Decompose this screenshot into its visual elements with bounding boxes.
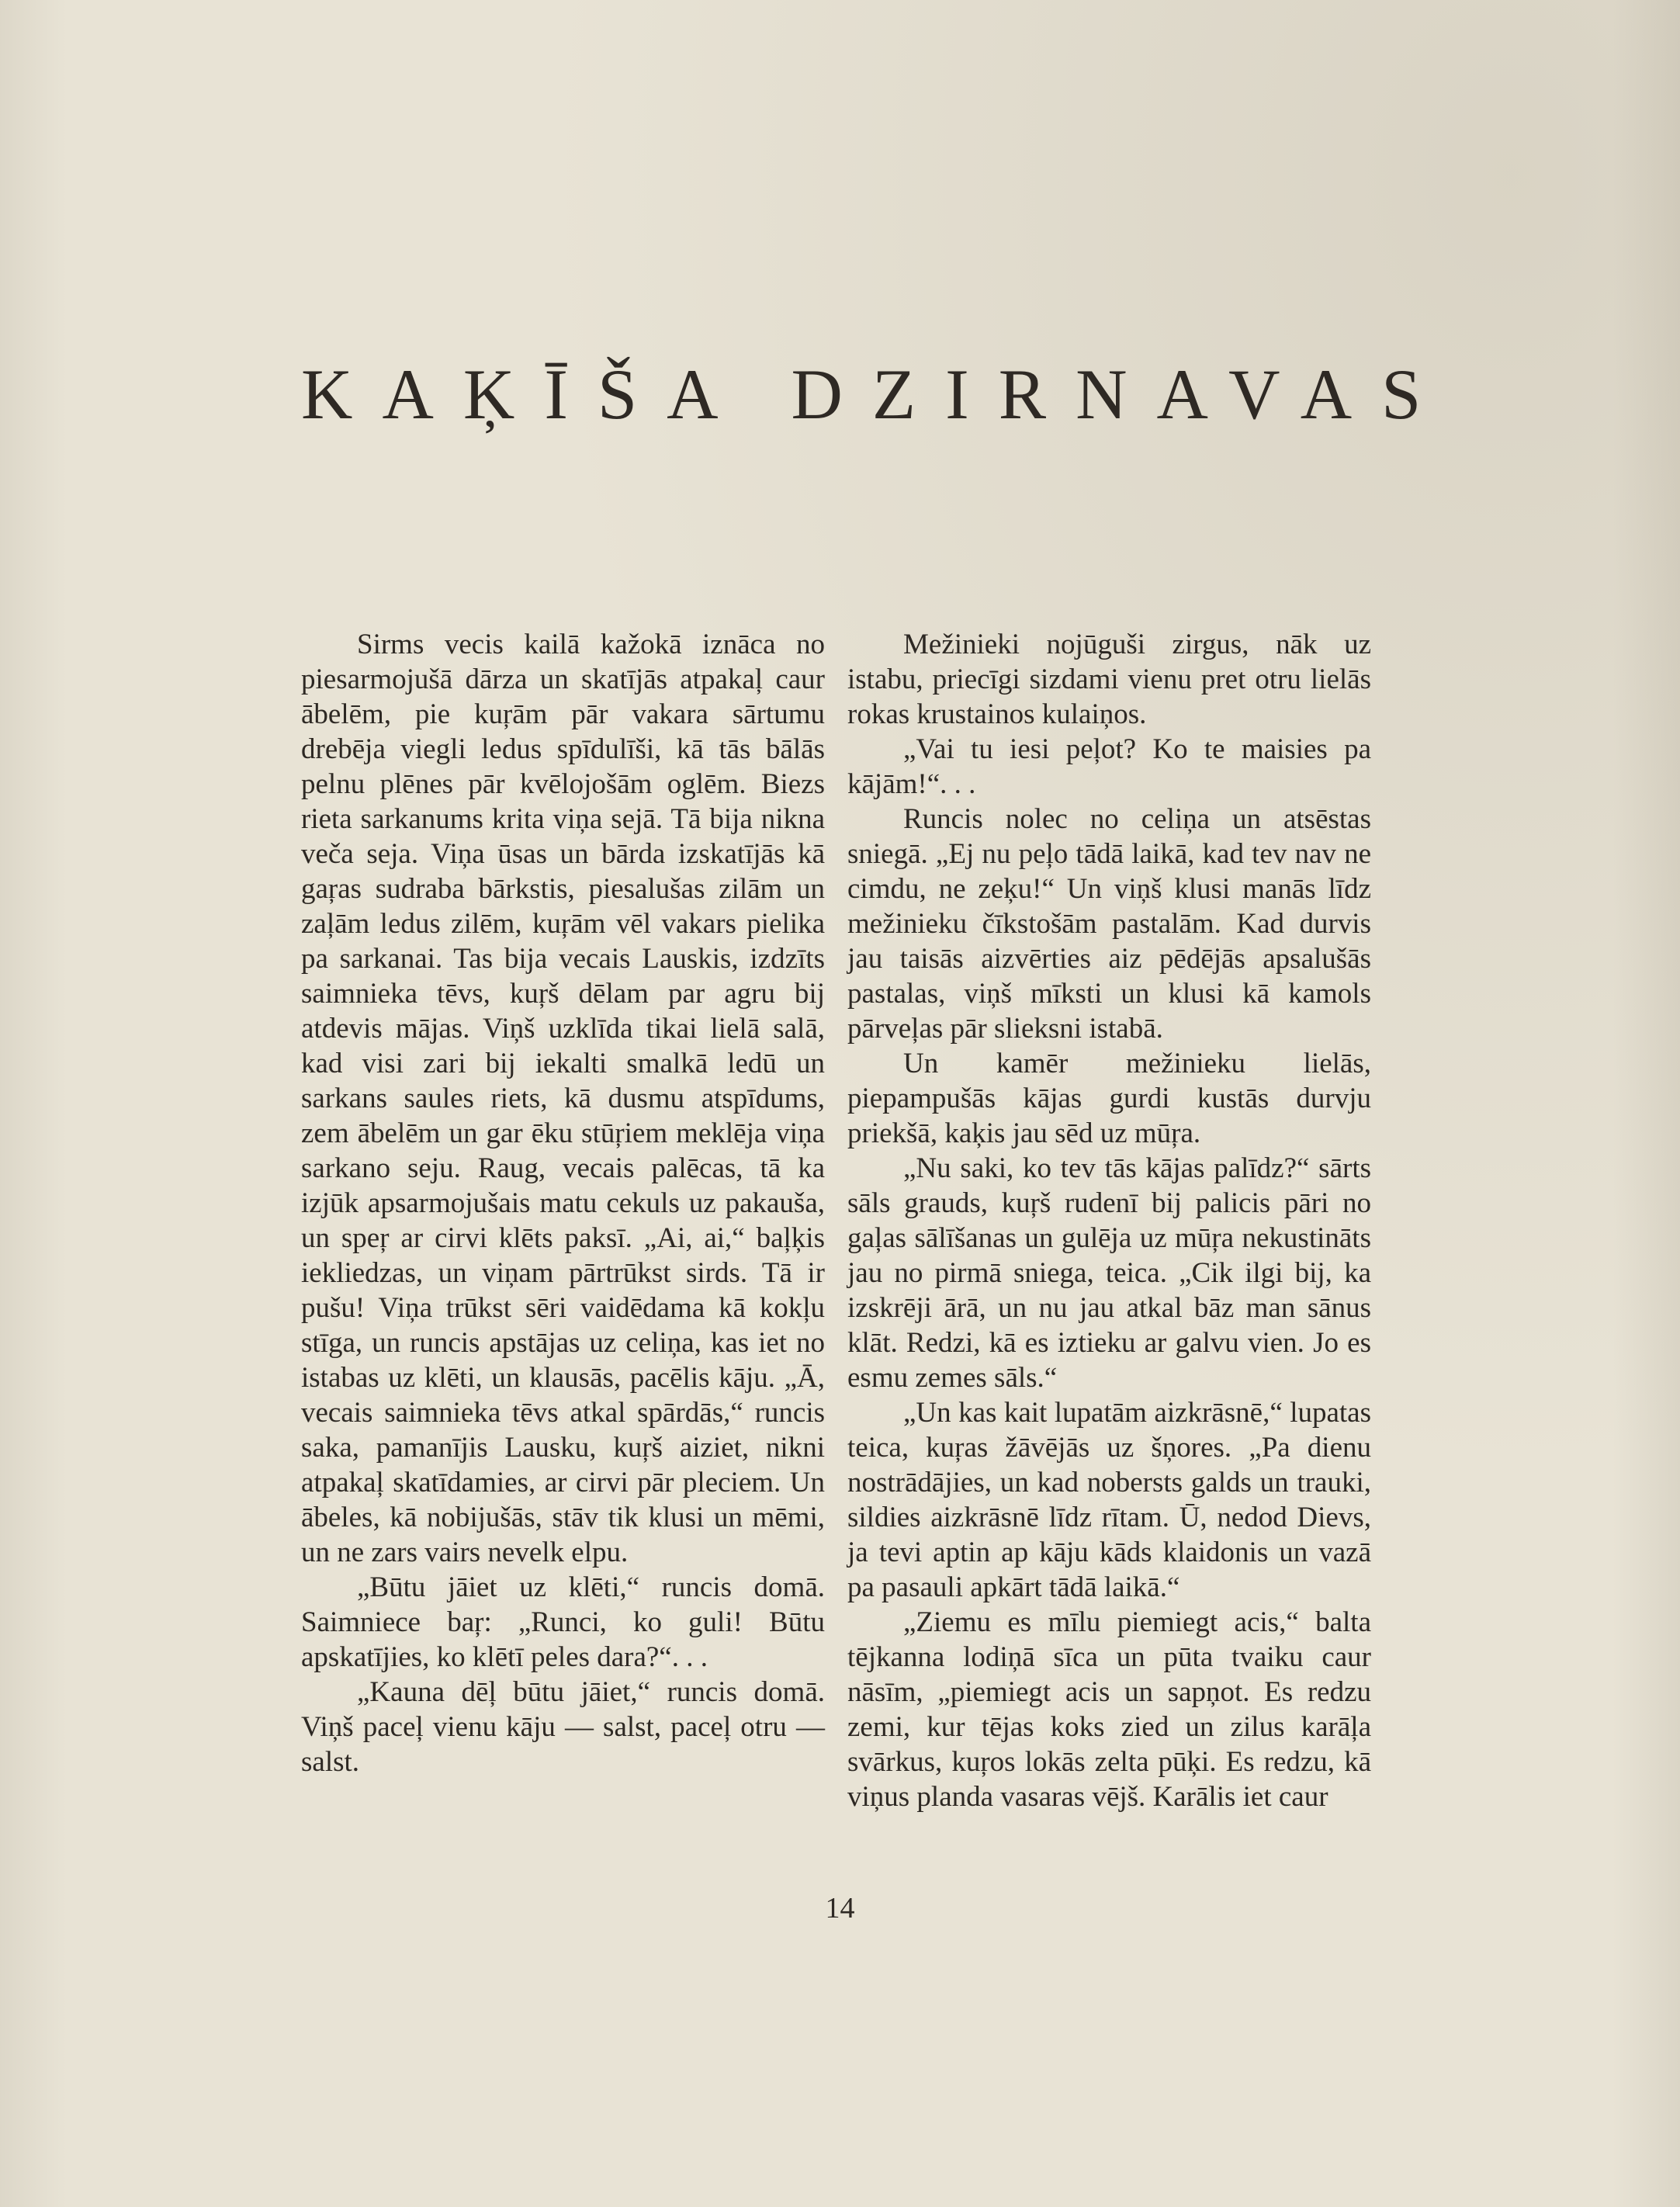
chapter-title: KAĶĪŠA DZIRNAVAS xyxy=(301,354,1451,434)
paragraph: „Ziemu es mīlu piemiegt acis,“ balta tējkanna lodiņā sīca un pūta tvaiku caur nāsīm, „piemiegt acis un sapņot. Es redzu zemi, kur tējas koks zied un zilus karāļa svārkus, kuŗos lokās zelta pūķi. Es redzu, kā viņus planda vasaras vējš. Karālis iet caur xyxy=(847,1606,1371,1813)
right-column xyxy=(847,627,1371,1814)
left-column xyxy=(301,627,825,1779)
paragraph: Runcis nolec no celiņa un atsēstas sniegā. „Ej nu peļo tādā laikā, kad tev nav ne cimdu, ne zeķu!“ Un viņš klusi manās līdz mežinieku čīkstošām pastalām. Kad durvis jau taisās aizvērties aiz pēdējās apsalušās pastalas, viņš mīksti un klusi kā kamols pārveļas pār slieksni istabā. xyxy=(847,803,1371,1045)
paragraph: „Un kas kait lupatām aizkrāsnē,“ lupatas teica, kuŗas žāvējās uz šņores. „Pa dienu nostrādājies, un kad nobersts galds un trauki, sildies aizkrāsnē līdz rītam. Ū, nedod Dievs, ja tevi aptin ap kāju kāds klaidonis un vazā pa pasauli apkārt tādā laikā.“ xyxy=(847,1397,1371,1603)
paragraph: „Nu saki, ko tev tās kājas palīdz?“ sārts sāls grauds, kuŗš rudenī bij palicis pāri no gaļas sālīšanas un gulēja uz mūŗa nekustināts jau no pirmā sniega, teica. „Cik ilgi bij, ka izskrēji ārā, un nu jau atkal bāz man sānus klāt. Redzi, kā es iztieku ar galvu vien. Jo es esmu zemes sāls.“ xyxy=(847,1152,1371,1394)
paragraph: „Kauna dēļ būtu jāiet,“ runcis domā. Viņš paceļ vienu kāju — salst, paceļ otru — salst. xyxy=(301,1676,825,1778)
paragraph: Mežinieki nojūguši zirgus, nāk uz istabu, priecīgi sizdami vienu pret otru lielās rokas krustainos kulaiņos. xyxy=(847,629,1371,730)
paragraph: Sirms vecis kailā kažokā iznāca no piesarmojušā dārza un skatījās atpakaļ caur ābelēm, pie kuŗām pār vakara sārtumu drebēja viegli ledus spīdulīši, kā tās bālās pelnu plēnes pār kvēlojošām oglēm. Biezs rieta sarkanums krita viņa sejā. Tā bija nikna veča seja. Viņa ūsas un bārda izskatījās kā gaŗas sudraba bārkstis, piesalušas zilām un zaļām ledus zilēm, kuŗām vēl vakars pielika pa sarkanai. Tas bija vecais Lauskis, izdzīts saimnieka tēvs, kuŗš dēlam par agru bij atdevis mājas. Viņš uzklīda tikai lielā salā, kad visi zari bij iekalti smalkā ledū un sarkans saules riets, kā dusmu atspīdums, zem ābelēm un gar ēku stūŗiem meklēja viņa sarkano seju. Raug, vecais palēcas, tā ka izjūk apsarmojušais matu cekuls uz pakauša, un speŗ ar cirvi klēts paksī. „Ai, ai,“ baļķis iekliedzas, un viņam pārtrūkst sirds. Tā ir pušu! Viņa trūkst sēri vaidēdama kā kokļu stīga, un runcis apstājas uz celiņa, kas iet no istabas uz klēti, un klausās, pacēlis kāju. „Ā, vecais saimnieka tēvs atkal spārdās,“ runcis saka, pamanījis Lausku, kuŗš aiziet, nikni atpakaļ skatīdamies, ar cirvi pār pleciem. Un ābeles, kā nobijušās, stāv tik klusi un mēmi, un ne zars vairs nevelk elpu. xyxy=(301,629,825,1568)
paragraph: „Vai tu iesi peļot? Ko te maisies pa kājām!“. . . xyxy=(847,733,1371,800)
paragraph: „Būtu jāiet uz klēti,“ runcis domā. Saimniece baŗ: „Runci, ko guli! Būtu apskatījies, ko klētī peles dara?“. . . xyxy=(301,1571,825,1673)
page-number: 14 xyxy=(825,1892,855,1925)
paragraph: Un kamēr mežinieku lielās, piepampušās kājas gurdi kustās durvju priekšā, kaķis jau sēd uz mūŗa. xyxy=(847,1048,1371,1149)
